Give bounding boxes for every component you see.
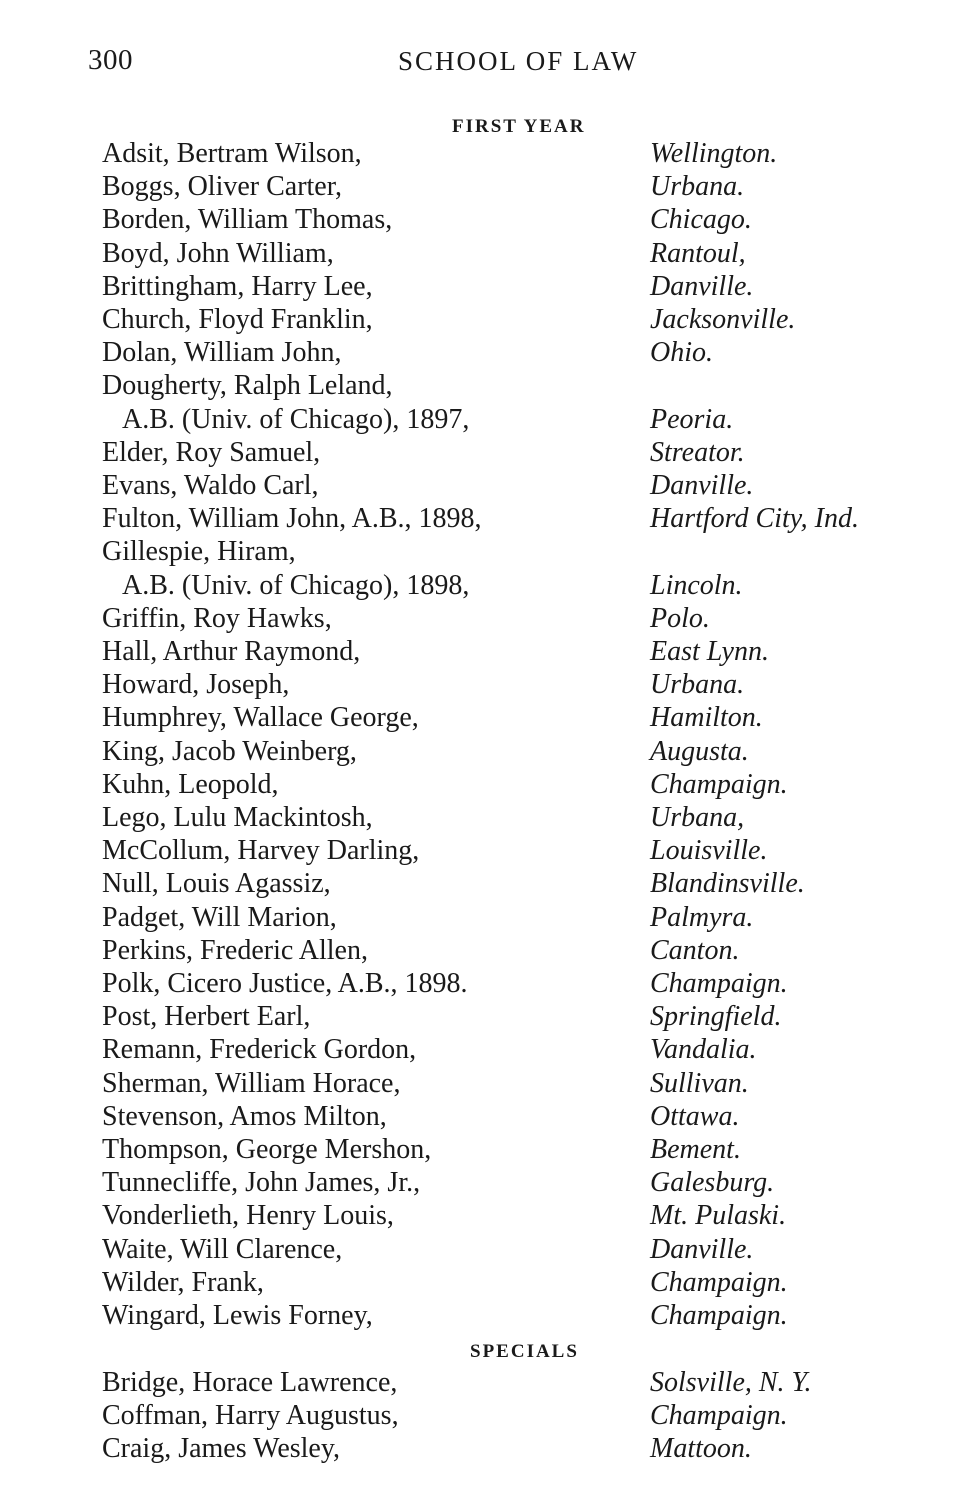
student-name: Wilder, Frank, (102, 1266, 264, 1298)
section-heading-text: FIRST YEAR (452, 116, 586, 137)
student-name: Hall, Arthur Raymond, (102, 636, 361, 667)
running-head (88, 44, 688, 84)
hometown: Galesburg. (650, 1167, 775, 1199)
hometown: Canton. (650, 934, 740, 966)
student-name: Craig, James Wesley, (102, 1433, 341, 1465)
student-name: Waite, Will Clarence, (102, 1233, 343, 1265)
student-name: Evans, Waldo Carl, (102, 470, 319, 501)
hometown: Champaign. (650, 1400, 788, 1432)
hometown: Champaign. (650, 1266, 788, 1298)
hometown: Solsville, N. Y. (650, 1367, 812, 1398)
list-item (0, 1233, 974, 1266)
page-number: 300 (88, 44, 133, 76)
student-name: Null, Louis Agassiz, (102, 868, 331, 900)
student-name: Thompson, George Mershon, (102, 1134, 432, 1165)
list-item (0, 203, 974, 236)
running-title: SCHOOL OF LAW (398, 46, 639, 76)
student-name: Post, Herbert Earl, (102, 1001, 311, 1033)
hometown: Lincoln. (650, 569, 743, 601)
list-item (0, 469, 974, 502)
list-item (0, 436, 974, 469)
list-item (0, 569, 974, 602)
student-name: Brittingham, Harry Lee, (102, 270, 373, 302)
hometown: Champaign. (650, 1300, 788, 1331)
hometown: Champaign. (650, 968, 788, 999)
list-item (0, 867, 974, 900)
student-name: Stevenson, Amos Milton, (102, 1100, 387, 1132)
list-item (0, 137, 974, 170)
list-item (0, 369, 974, 402)
student-name: Boggs, Oliver Carter, (102, 171, 342, 203)
hometown: Danville. (650, 1233, 754, 1265)
hometown: Mt. Pulaski. (650, 1200, 787, 1232)
hometown: Chicago. (650, 204, 752, 236)
hometown: Augusta. (650, 735, 749, 767)
hometown: Bement. (650, 1134, 741, 1165)
hometown: Wellington. (650, 138, 778, 169)
hometown: Ohio. (650, 337, 713, 369)
hometown: Vandalia. (650, 1034, 757, 1066)
list-item (0, 1000, 974, 1033)
hometown: Peoria. (650, 403, 734, 435)
student-name: A.B. (Univ. of Chicago), 1897, (122, 403, 470, 435)
list-item (0, 303, 974, 336)
student-name: Dougherty, Ralph Leland, (102, 370, 393, 402)
student-name: Church, Floyd Franklin, (102, 304, 373, 335)
list-item (0, 635, 974, 668)
student-name: Lego, Lulu Mackintosh, (102, 802, 373, 833)
hometown: Palmyra. (650, 901, 754, 933)
list-item (0, 535, 974, 568)
list-item (0, 834, 974, 867)
list-item (0, 1299, 974, 1332)
hometown: East Lynn. (650, 636, 769, 667)
hometown: Champaign. (650, 768, 788, 800)
student-name: Kuhn, Leopold, (102, 768, 279, 800)
hometown: Rantoul, (650, 237, 746, 269)
student-name: Vonderlieth, Henry Louis, (102, 1200, 394, 1232)
hometown: Hartford City, Ind. (650, 503, 859, 535)
list-item (0, 1100, 974, 1133)
student-name: Remann, Frederick Gordon, (102, 1034, 417, 1066)
student-name: Fulton, William John, A.B., 1898, (102, 503, 482, 535)
list-item (0, 1199, 974, 1232)
hometown: Urbana, (650, 802, 745, 833)
student-name: Sherman, William Horace, (102, 1067, 401, 1099)
student-name: Tunnecliffe, John James, Jr., (102, 1167, 421, 1199)
list-item (0, 1133, 974, 1166)
list-item (0, 1366, 974, 1399)
hometown: Urbana. (650, 669, 745, 701)
student-name: Borden, William Thomas, (102, 204, 393, 236)
student-name: Adsit, Bertram Wilson, (102, 138, 362, 169)
student-name: Griffin, Roy Hawks, (102, 602, 332, 634)
student-name: Coffman, Harry Augustus, (102, 1400, 399, 1432)
student-name: McCollum, Harvey Darling, (102, 835, 420, 867)
student-name: Elder, Roy Samuel, (102, 436, 321, 468)
list-item (0, 1432, 974, 1465)
list-item (0, 735, 974, 768)
hometown: Jacksonville. (650, 304, 796, 335)
list-item (0, 1166, 974, 1199)
student-name: Wingard, Lewis Forney, (102, 1300, 373, 1331)
hometown: Mattoon. (650, 1433, 752, 1465)
list-item (0, 270, 974, 303)
list-item (0, 1067, 974, 1100)
list-item (0, 237, 974, 270)
hometown: Danville. (650, 470, 754, 501)
list-item (0, 602, 974, 635)
hometown: Urbana. (650, 171, 745, 203)
list-item (0, 668, 974, 701)
student-name: Howard, Joseph, (102, 669, 290, 701)
student-name: King, Jacob Weinberg, (102, 735, 357, 767)
list-item (0, 901, 974, 934)
hometown: Sullivan. (650, 1067, 749, 1099)
student-name: Humphrey, Wallace George, (102, 702, 419, 734)
list-item (0, 701, 974, 734)
hometown: Polo. (650, 602, 710, 634)
hometown: Streator. (650, 436, 745, 468)
hometown: Ottawa. (650, 1100, 740, 1132)
list-item (0, 801, 974, 834)
student-name: Dolan, William John, (102, 337, 342, 369)
list-item (0, 1399, 974, 1432)
student-name: Perkins, Frederic Allen, (102, 934, 368, 966)
list-item (0, 170, 974, 203)
hometown: Hamilton. (650, 702, 763, 734)
list-item (0, 1033, 974, 1066)
list-item (0, 768, 974, 801)
student-name: Bridge, Horace Lawrence, (102, 1367, 398, 1398)
hometown: Springfield. (650, 1001, 782, 1033)
list-item (0, 403, 974, 436)
list-item (0, 336, 974, 369)
list-item (0, 967, 974, 1000)
student-name: Padget, Will Marion, (102, 901, 337, 933)
list-item (0, 934, 974, 967)
hometown: Blandinsville. (650, 868, 805, 900)
hometown: Danville. (650, 270, 754, 302)
student-name: Polk, Cicero Justice, A.B., 1898. (102, 968, 468, 999)
student-name: Gillespie, Hiram, (102, 536, 296, 568)
student-name: A.B. (Univ. of Chicago), 1898, (122, 569, 470, 601)
hometown: Louisville. (650, 835, 768, 867)
section-heading-text: SPECIALS (470, 1341, 579, 1362)
list-item (0, 502, 974, 535)
student-name: Boyd, John William, (102, 237, 334, 269)
list-item (0, 1266, 974, 1299)
